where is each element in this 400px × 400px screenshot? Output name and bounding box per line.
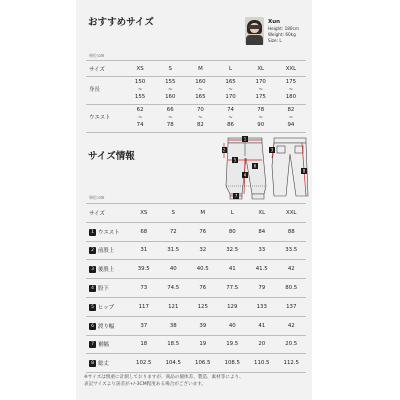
pants-front-illustration <box>226 138 266 199</box>
recommend-table <box>86 60 306 133</box>
marker-8 <box>301 168 307 174</box>
row-number-badge: 5 <box>89 304 96 311</box>
header-cell: サイズ <box>86 204 129 223</box>
range-cell: 160 ~ 165 <box>185 77 215 105</box>
size-info-title: サイズ情報 <box>88 151 135 162</box>
marker-2 <box>222 147 227 153</box>
row-label: 6 渡り幅 <box>86 316 129 335</box>
table-row: 2 前股上 31 31.5 32 32.5 33 33.5 <box>86 241 306 260</box>
row-label: 5 ヒップ <box>86 297 129 316</box>
row-number-badge: 6 <box>89 323 96 330</box>
row-label: 3 後股上 <box>86 260 129 279</box>
table-header-row <box>86 61 306 77</box>
header-cell: XXL <box>277 204 307 223</box>
row-label: 身長 <box>86 77 125 105</box>
size-info-unit: 単位:cm <box>89 195 105 200</box>
header-cell: XS <box>129 204 159 223</box>
svg-text:7: 7 <box>234 193 238 199</box>
range-cell: 70 ~ 82 <box>185 105 215 133</box>
table-row: 3 後股上 39.5 40 40.5 41 41.5 42 <box>86 260 306 279</box>
range-cell: 165 ~ 170 <box>215 77 245 105</box>
model-size: Size: L <box>268 38 282 43</box>
recommend-title: おすすめサイズ <box>88 17 154 28</box>
row-number-badge: 7 <box>89 341 96 348</box>
row-number-badge: 8 <box>89 360 96 367</box>
row-label: 4 股下 <box>86 279 129 298</box>
row-label: 7 裾幅 <box>86 335 129 354</box>
note-line-2: 表記サイズより誤差が+/-3CM程度ある場合がございます。 <box>84 382 207 387</box>
row-number-badge: 2 <box>89 247 96 254</box>
header-cell: XL <box>247 204 277 223</box>
range-cell: 62 ~ 74 <box>125 105 155 133</box>
pants-diagram <box>222 136 310 204</box>
size-info-table <box>86 203 306 373</box>
model-info <box>268 19 299 44</box>
row-label: 8 総丈 <box>86 354 129 373</box>
svg-text:5: 5 <box>233 157 237 163</box>
header-cell: XXL <box>276 61 306 77</box>
note-line-1: ※サイズは慎重に計測しておりますが、商品の個体差、製造、素材等により、 <box>84 375 244 380</box>
svg-text:3: 3 <box>270 147 274 153</box>
marker-1 <box>242 136 248 142</box>
range-cell: 170 ~ 175 <box>246 77 276 105</box>
table-row: 4 股下 73 74.5 76 77.5 79 80.5 <box>86 279 306 298</box>
range-cell: 78 ~ 90 <box>246 105 276 133</box>
table-row: 1 ウエスト 68 72 76 80 84 88 <box>86 222 306 241</box>
model-height: Height: 180cm <box>268 26 299 31</box>
recommend-unit: 単位:cm <box>89 53 105 58</box>
table-row <box>86 77 306 105</box>
row-label: 2 前股上 <box>86 241 129 260</box>
table-row: 8 総丈 102.5 104.5 106.5 108.5 110.5 112.5 <box>86 354 306 373</box>
svg-text:2: 2 <box>222 147 226 153</box>
row-number-badge: 1 <box>89 229 96 236</box>
table-header-row <box>86 204 306 223</box>
svg-text:6: 6 <box>253 163 257 169</box>
header-cell: M <box>185 61 215 77</box>
model-weight: Weight: 60kg <box>268 32 296 37</box>
table-row <box>86 105 306 133</box>
header-cell: XL <box>246 61 276 77</box>
svg-text:1: 1 <box>243 136 247 142</box>
range-cell: 74 ~ 86 <box>215 105 245 133</box>
svg-text:8: 8 <box>302 168 306 174</box>
table-row: 7 裾幅 18 18.5 19 19.5 20 20.5 <box>86 335 306 354</box>
table-row: 5 ヒップ 117 121 125 129 133 137 <box>86 297 306 316</box>
marker-5 <box>232 157 238 163</box>
range-cell: 155 ~ 160 <box>155 77 185 105</box>
marker-4 <box>242 172 248 178</box>
marker-3 <box>269 147 275 153</box>
header-cell: L <box>218 204 248 223</box>
header-cell: サイズ <box>86 61 125 77</box>
range-cell: 66 ~ 78 <box>155 105 185 133</box>
header-cell: S <box>155 61 185 77</box>
model-photo <box>245 17 264 45</box>
header-cell: L <box>215 61 245 77</box>
model-name: Xun <box>268 19 281 25</box>
row-label: 1 ウエスト <box>86 222 129 241</box>
header-cell: XS <box>125 61 155 77</box>
table-row: 6 渡り幅 37 38 39 40 41 42 <box>86 316 306 335</box>
range-cell: 175 ~ 180 <box>276 77 306 105</box>
marker-6 <box>252 163 258 169</box>
marker-7 <box>233 193 239 199</box>
size-disclaimer-note <box>84 374 316 388</box>
row-label: ウエスト <box>86 105 125 133</box>
header-cell: M <box>188 204 218 223</box>
header-cell: S <box>159 204 189 223</box>
row-number-badge: 3 <box>89 266 96 273</box>
svg-text:4: 4 <box>243 172 247 178</box>
range-cell: 82 ~ 94 <box>276 105 306 133</box>
row-number-badge: 4 <box>89 285 96 292</box>
range-cell: 150 ~ 155 <box>125 77 155 105</box>
